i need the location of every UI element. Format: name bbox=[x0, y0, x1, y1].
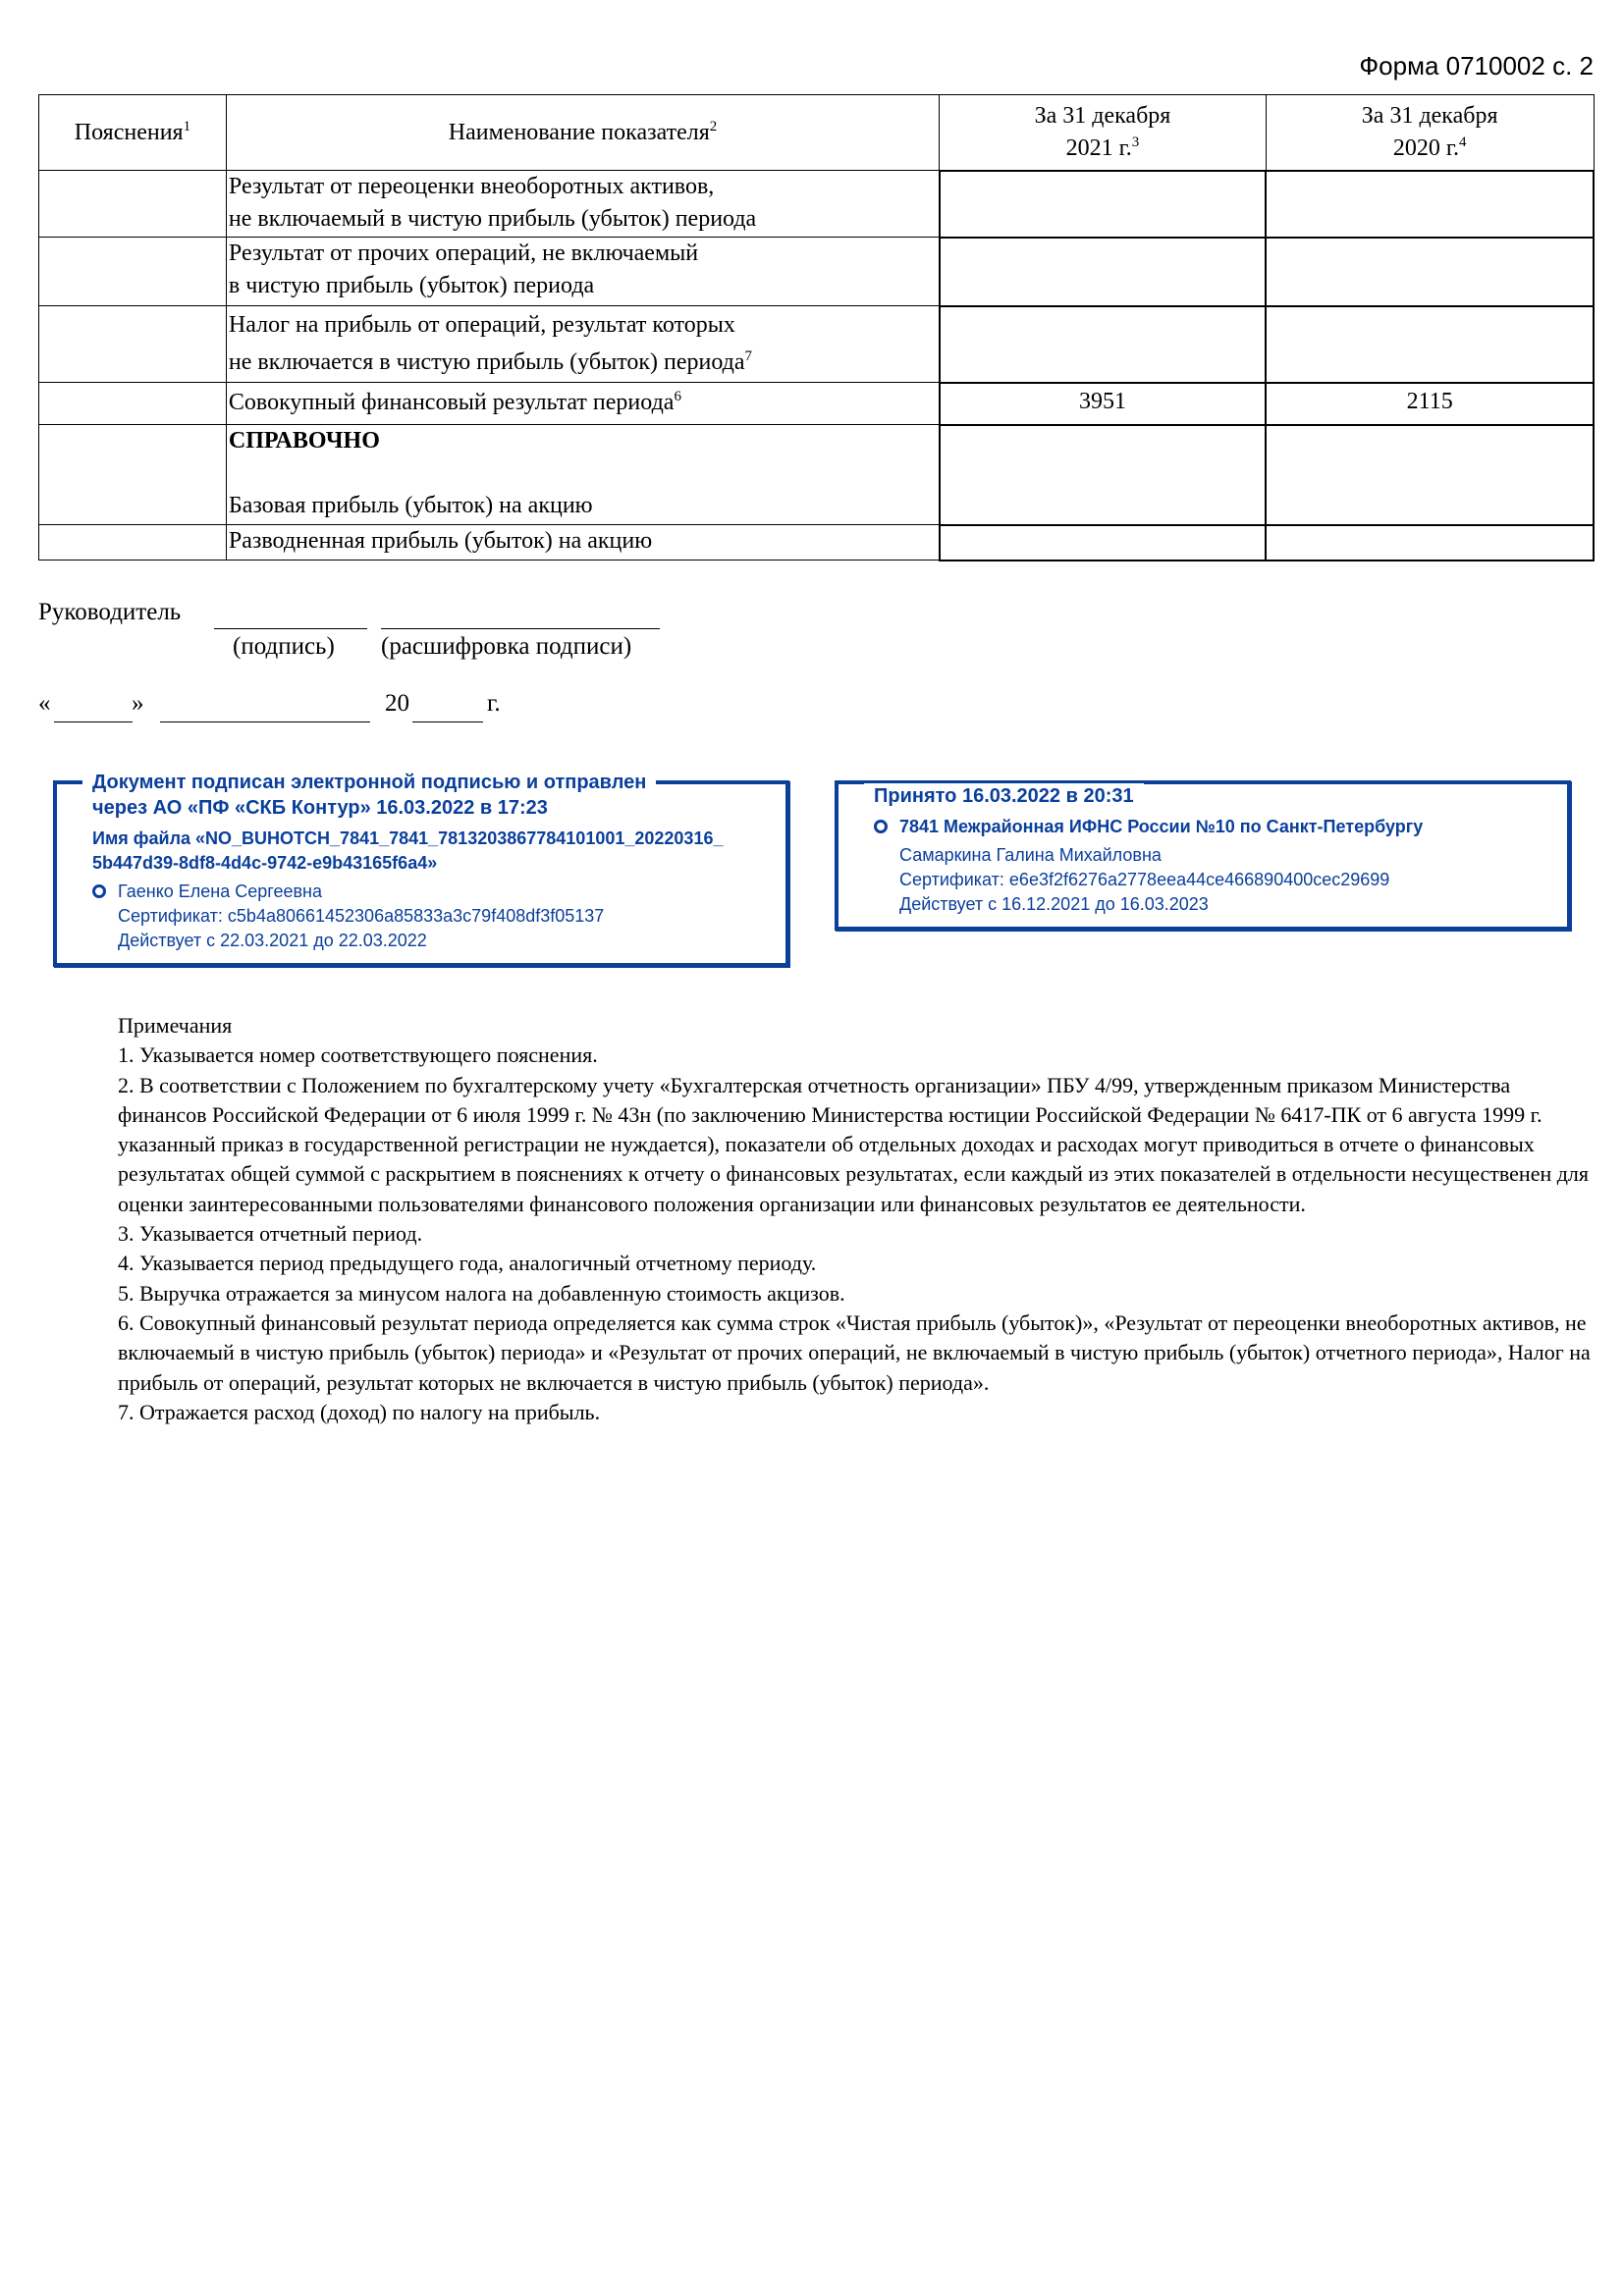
notes bbox=[118, 1011, 1591, 1427]
certificate-medal-icon bbox=[92, 884, 106, 898]
table-row bbox=[39, 525, 1595, 561]
note-item: 3. Указывается отчетный период. bbox=[118, 1221, 423, 1247]
date-quote-open: « bbox=[38, 690, 51, 717]
table-row bbox=[39, 425, 1595, 525]
year-prefix: 20 bbox=[385, 690, 409, 717]
stamp-received-org: 7841 Межрайонная ИФНС России №10 по Санкт-Петербургу bbox=[899, 817, 1424, 836]
stamp-received-valid: Действует с 16.12.2021 до 16.03.2023 bbox=[899, 894, 1209, 914]
financial-results-table bbox=[38, 94, 1595, 561]
date-quote-close: » bbox=[132, 690, 144, 717]
head-label: Руководитель bbox=[38, 599, 182, 625]
stamp-sent-title: Документ подписан электронной подписью и отправлен через АО «ПФ «СКБ Контур» 16.03.2022 в 17:23 bbox=[82, 770, 656, 821]
table-row bbox=[39, 383, 1595, 425]
stamp-received-title: Принято 16.03.2022 в 20:31 bbox=[864, 783, 1144, 809]
note-item: 2. В соответствии с Положением по бухгалтерскому учету «Бухгалтерская отчетность организации» ПБУ 4/99, утвержденным приказом Министерства финансов Российской Федерации от 6 июля 1999 г. № 43н (по заключению Министерства юстиции Российской Федерации № 6417-ПК от 6 августа 1999 г. указанный приказ в государственной регистрации не нуждается), показатели об отдельных доходах и расходах могут приводиться в отчете о финансовых результатах общей суммой с раскрытием в пояснениях к отчету о финансовых результатах, если каждый из этих показателей в отдельности несущественен для оценки заинтересованными пользователями финансового положения организации или финансовых результатов ее деятельности. bbox=[118, 1072, 1590, 1216]
certificate-medal-icon bbox=[874, 820, 888, 833]
stamp-sent-signer-block bbox=[92, 880, 776, 953]
form-code: Форма 0710002 с. 2 bbox=[1359, 51, 1594, 80]
note-item: 5. Выручка отражается за минусом налога на добавленную стоимость акцизов. bbox=[118, 1280, 845, 1306]
row-label: СПРАВОЧНО Базовая прибыль (убыток) на акцию bbox=[226, 425, 939, 525]
note-item: 1. Указывается номер соответствующего пояснения. bbox=[118, 1042, 598, 1068]
stamp-sent-valid: Действует с 22.03.2021 до 22.03.2022 bbox=[118, 931, 427, 950]
row-label: Разводненная прибыль (убыток) на акцию bbox=[226, 525, 939, 561]
signature-line bbox=[214, 628, 367, 629]
year-suffix: г. bbox=[487, 690, 501, 717]
date-month-line bbox=[160, 721, 370, 722]
header-indicator: Наименование показателя$^2$ bbox=[226, 95, 939, 171]
stamp-sent-certificate: Сертификат: c5b4a80661452306a85833a3c79f408df3f05137 bbox=[118, 906, 605, 926]
note-item: 4. Указывается период предыдущего года, аналогичный отчетному периоду. bbox=[118, 1251, 817, 1276]
value-2021 bbox=[940, 525, 1267, 561]
stamp-received bbox=[835, 780, 1571, 931]
value-2020 bbox=[1266, 525, 1594, 561]
note-item: 6. Совокупный финансовый результат периода определяется как сумма строк «Чистая прибыль (убыток)», «Результат от переоценки внеоборотных активов, не включаемый в чистую прибыль (убыток) периода» и «Результат от прочих операций, не включаемый в чистую прибыль (убыток) отчетного периода», Налог на прибыль от операций, результат которых не включается в чистую прибыль (убыток) периода». bbox=[118, 1309, 1591, 1395]
row-label: Совокупный финансовый результат периода$^6$ bbox=[226, 383, 939, 425]
signature-decode-line bbox=[381, 628, 660, 629]
date-year-line bbox=[412, 721, 483, 722]
value-2021 bbox=[940, 306, 1267, 383]
row-label: Результат от переоценки внеоборотных активов, не включаемый в чистую прибыль (убыток) периода bbox=[226, 171, 939, 238]
value-2020 bbox=[1266, 238, 1594, 306]
row-label: Результат от прочих операций, не включаемый в чистую прибыль (убыток) периода bbox=[226, 238, 939, 306]
table-row bbox=[39, 171, 1595, 238]
header-explanations: Пояснения$^1$ bbox=[39, 95, 227, 171]
value-2021: 3951 bbox=[940, 383, 1267, 425]
stamp-received-signer: Самаркина Галина Михайловна bbox=[899, 845, 1162, 865]
value-2021 bbox=[940, 238, 1267, 306]
signature-caption: (подпись) bbox=[233, 633, 335, 660]
stamp-sent-signer: Гаенко Елена Сергеевна bbox=[118, 881, 322, 901]
value-2020 bbox=[1266, 306, 1594, 383]
stamp-sent bbox=[53, 772, 789, 967]
header-2021: За 31 декабря 2021 г.$^3$ bbox=[940, 95, 1267, 171]
value-2020 bbox=[1266, 425, 1594, 525]
table-row bbox=[39, 238, 1595, 306]
notes-title: Примечания bbox=[118, 1013, 233, 1038]
header-2020: За 31 декабря 2020 г.$^4$ bbox=[1266, 95, 1594, 171]
note-item: 7. Отражается расход (доход) по налогу на прибыль. bbox=[118, 1399, 601, 1424]
date-day-line bbox=[54, 721, 133, 722]
value-2021 bbox=[940, 171, 1267, 238]
stamp-received-certificate: Сертификат: e6e3f2f6276a2778eea44ce466890400cec29699 bbox=[899, 870, 1390, 889]
row-label: Налог на прибыль от операций, результат которых не включается в чистую прибыль (убыток) периода$^7$ bbox=[226, 306, 939, 383]
value-2020: 2115 bbox=[1266, 383, 1594, 425]
value-2020 bbox=[1266, 171, 1594, 238]
table-header-row bbox=[39, 95, 1595, 171]
table-row bbox=[39, 306, 1595, 383]
stamp-received-block bbox=[839, 809, 1567, 927]
value-2021 bbox=[940, 425, 1267, 525]
stamp-sent-file: Имя файла «NO_BUHOTCH_7841_7841_7813203867784101001_20220316_ 5b447d39-8df8-4d4c-9742-e9b43165f6a4» bbox=[92, 828, 724, 873]
decode-caption: (расшифровка подписи) bbox=[381, 633, 632, 660]
